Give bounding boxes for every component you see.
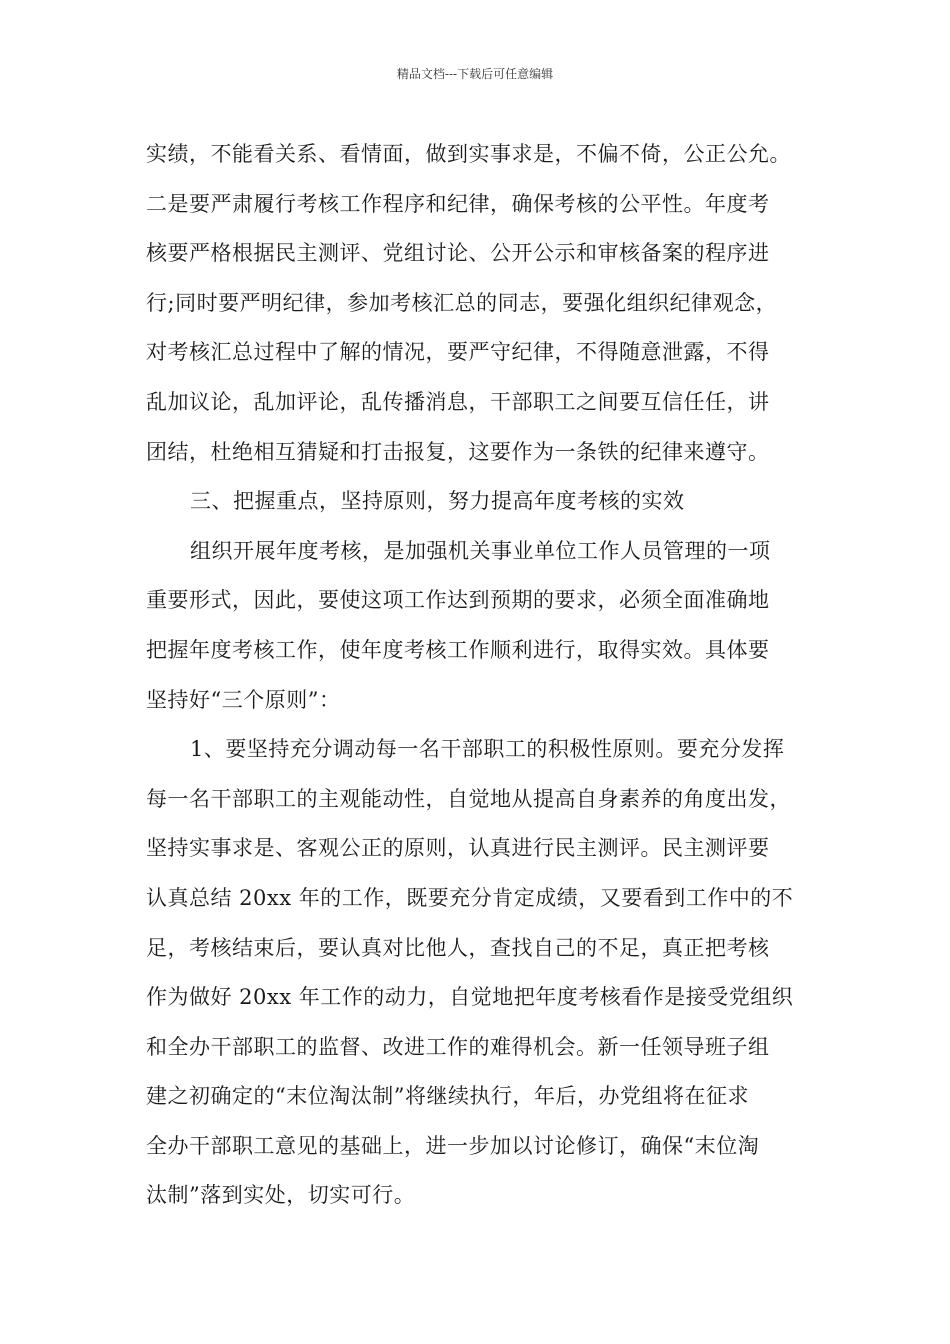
text-line: 坚持好“三个原则”： (146, 687, 341, 712)
page-header: 精品文档---下载后可任意编辑 (396, 67, 554, 81)
text-line: 行;同时要严明纪律，参加考核汇总的同志，要强化组织纪律观念， (146, 290, 778, 315)
text-line: 实绩，不能看关系、看情面，做到实事求是，不偏不倚，公正公允。 (146, 142, 791, 166)
text-line: 和全办干部职工的监督、改进工作的难得机会。新一任领导班子组 (146, 1034, 770, 1059)
text-line: 认真总结 20xx 年的工作，既要充分肯定成绩，又要看到工作中的不 (146, 885, 794, 910)
text-line: 团结，杜绝相互猜疑和打击报复，这要作为一条铁的纪律来遵守。 (146, 439, 770, 464)
text-line: 建之初确定的“末位淘汰制”将继续执行，年后，办党组将在征求 (146, 1084, 749, 1109)
text-line: 乱加议论，乱加评论，乱传播消息，干部职工之间要互信任任，讲 (146, 389, 770, 414)
text-line: 坚持实事求是、客观公正的原则，认真进行民主测评。民主测评要 (146, 836, 770, 861)
text-line: 二是要严肃履行考核工作程序和纪律，确保考核的公平性。年度考 (146, 191, 770, 216)
text-line: 重要形式，因此，要使这项工作达到预期的要求，必须全面准确地 (146, 588, 770, 613)
text-line: 汰制”落到实处，切实可行。 (146, 1183, 416, 1208)
text-line: 作为做好 20xx 年工作的动力，自觉地把年度考核看作是接受党组织 (146, 985, 794, 1010)
text-line: 全办干部职工意见的基础上，进一步加以讨论修订，确保“末位淘 (146, 1133, 760, 1158)
text-line: 每一名干部职工的主观能动性，自觉地从提高自身素养的角度出发， (146, 786, 791, 811)
text-line: 核要严格根据民主测评、党组讨论、公开公示和审核备案的程序进 (146, 241, 770, 266)
text-line: 足，考核结束后，要认真对比他人，查找自己的不足，真正把考核 (146, 935, 770, 960)
document-body (146, 130, 836, 1221)
text-line: 组织开展年度考核，是加强机关事业单位工作人员管理的一项 (190, 538, 771, 563)
text-line: 对考核汇总过程中了解的情况，要严守纪律，不得随意泄露，不得 (146, 340, 770, 365)
section-heading: 三、把握重点，坚持原则，努力提高年度考核的实效 (190, 489, 685, 514)
text-line: 1、要坚持充分调动每一名干部职工的积极性原则。要充分发挥 (190, 737, 785, 762)
text-line: 把握年度考核工作，使年度考核工作顺利进行，取得实效。具体要 (146, 637, 770, 662)
